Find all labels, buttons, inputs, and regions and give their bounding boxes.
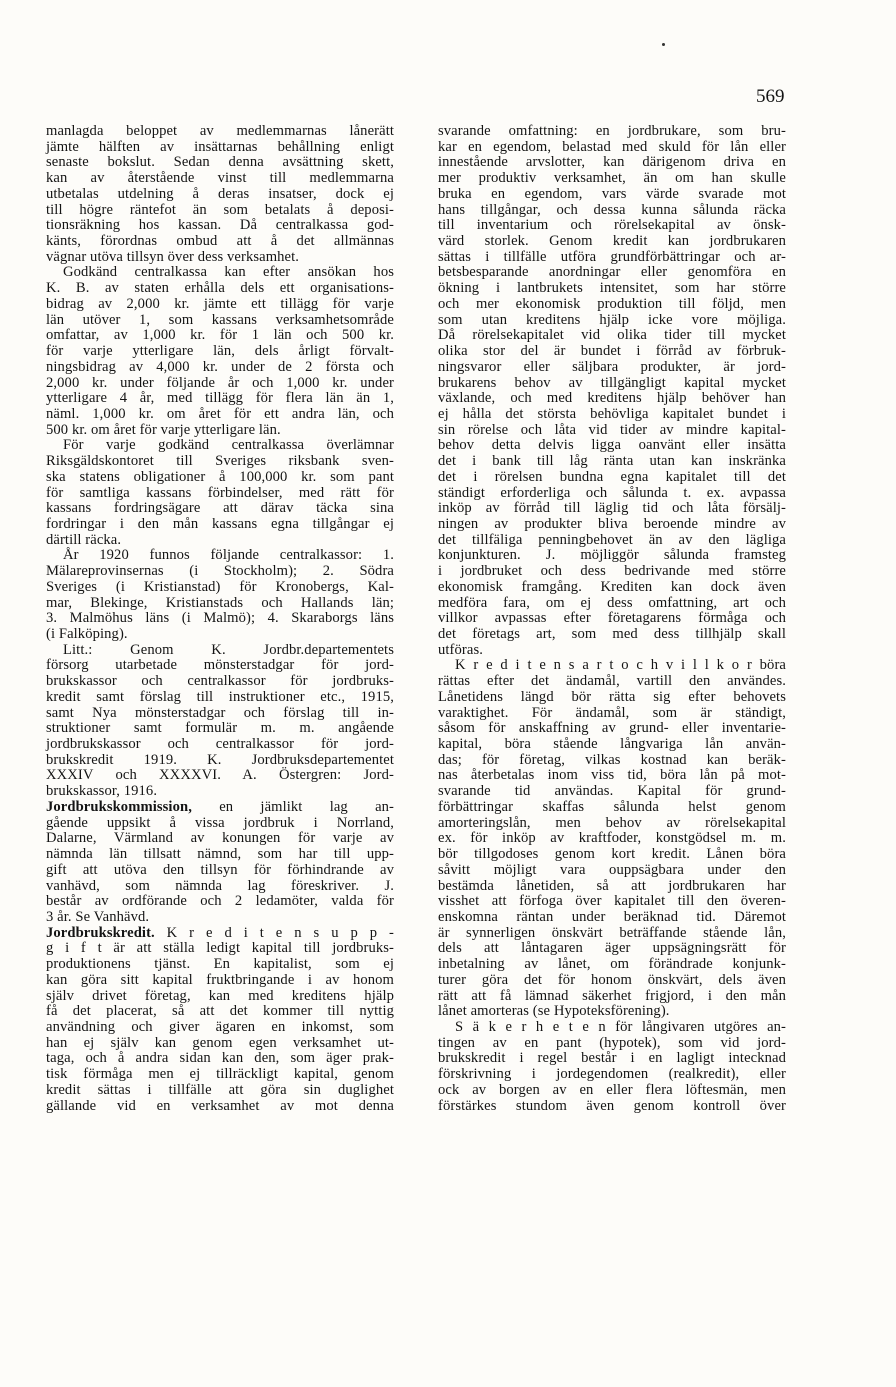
text-line: Sveriges (i Kristianstad) för Kronobergs, Kal- xyxy=(46,578,394,595)
text-line: rättas efter det ändamål, vartill den användes. xyxy=(438,673,786,690)
text-line: ökning i lantbrukets intensitet, som har större xyxy=(438,280,786,297)
text-line: utföras. xyxy=(438,641,483,658)
text-line: taga, och å andra sidan kan den, som äger prak- xyxy=(46,1050,394,1067)
text-line: lånet amorteras (se Hypoteksförening). xyxy=(438,1003,670,1020)
text-line: värd storlek. Genom kredit kan jordbrukaren xyxy=(438,233,786,250)
text-line: 3 år. Se Vanhävd. xyxy=(46,908,150,925)
text-line: behov detta delvis ligga oanvänt eller insätta xyxy=(438,437,786,454)
text-line: hans tillgångar, och dessa kunna sålunda räcka xyxy=(438,201,786,218)
text-line: gällande vid en verksamhet av mot denna xyxy=(46,1097,394,1114)
text-line: Litt.: Genom K. Jordbr.departementets xyxy=(63,641,394,658)
text-line: struktioner samt formulär m. m. angående xyxy=(46,720,394,737)
text-line: växlande, och med kreditens hjälp behöver han xyxy=(438,390,786,407)
text-line: kredit sättas i tillfälle att göra sin duglighet xyxy=(46,1081,394,1098)
text-line: varaktighet. För ändamål, som är ständigt, xyxy=(438,704,786,721)
text-line: ningsbidrag av 4,000 kr. under de 2 första och xyxy=(46,358,394,375)
text-line: inköp av förråd till läglig tid och låta försälj- xyxy=(438,500,786,517)
text-line: produktionens tjänst. En kapitalist, som ej xyxy=(46,956,394,973)
text-line: Jordbrukskredit. K r e d i t e n s u p p - xyxy=(46,924,394,941)
text-line: Dalarne, Värmland av konungen för varje av xyxy=(46,830,394,847)
text-line: amorteringslån, men behov av rörelsekapital xyxy=(438,814,786,831)
text-line: dels att låntagaren äger uppsägningsrätt för xyxy=(438,940,786,957)
text-line: fordringar i den mån kassans egna tillgångar ej xyxy=(46,515,394,532)
text-line: ständigt erforderliga och sålunda t. ex. avpassa xyxy=(438,484,786,501)
text-line: utbetalas utdelning å deras insatser, dock ej xyxy=(46,185,394,202)
text-line: För varje godkänd centralkassa överlämnar xyxy=(63,437,394,454)
text-line: nas återbetalas inom viss tid, böra lån på mot- xyxy=(438,767,786,784)
text-line: Godkänd centralkassa kan efter ansökan hos xyxy=(63,264,394,281)
text-line: för samtliga kassans förbindelser, med rätt för xyxy=(46,484,394,501)
text-line: (i Falköping). xyxy=(46,626,128,642)
text-line: enskomna räntan under beräknad tid. Däremot xyxy=(438,908,786,925)
text-line: rätt att få lämnad säkerhet frigjord, i den mån xyxy=(438,987,786,1004)
text-line: brukskredit 1919. K. Jordbruksdepartementet xyxy=(46,751,394,768)
text-line: das; för företag, vilkas kostnad kan beräk- xyxy=(438,751,786,768)
text-line: och mer ekonomisk produktion till följd, men xyxy=(438,295,786,312)
print-speck xyxy=(662,43,665,46)
text-line: ock av borgen av en eller flera löftesmän, men xyxy=(438,1081,786,1098)
text-line: bestämda lånetiden, så att jordbrukaren har xyxy=(438,877,786,894)
text-line: Riksgäldskontoret till Sveriges riksbank sven- xyxy=(46,453,394,470)
text-line: K. B. av staten erhålla dels ett organisations- xyxy=(46,280,394,297)
text-line: försorg utarbetade mönsterstadgar för jord- xyxy=(46,657,394,674)
text-line: förbättringar skaffas sålunda helst genom xyxy=(438,798,786,815)
text-line: bidrag av 2,000 kr. jämte ett tillägg för varje xyxy=(46,295,394,312)
text-line: tingen av en pant (hypotek), som vid jord- xyxy=(438,1034,786,1051)
text-line: mer produktiv verksamhet, än om han skulle xyxy=(438,170,786,187)
text-line: kan av återstående vinst till medlemmarna xyxy=(46,170,394,187)
text-line: År 1920 funnos följande centralkassor: 1. xyxy=(63,547,394,564)
text-line: konjunkturen. J. möjliggör sålunda framsteg xyxy=(438,547,786,564)
text-line: förstärkes stundom även genom kontroll över xyxy=(438,1097,786,1114)
text-line: näml. 1,000 kr. om året för ett andra län, och xyxy=(46,405,394,422)
text-line: därtill räcka. xyxy=(46,531,122,548)
text-line: sättas i tillfälle utföra grundförbättringar och ar- xyxy=(438,248,786,265)
text-line: senaste bokslut. Sedan denna avsättning skett, xyxy=(46,154,394,171)
text-line: 500 kr. om året för varje ytterligare län. xyxy=(46,421,281,438)
text-line: XXXIV och XXXXVI. A. Östergren: Jord- xyxy=(46,767,394,784)
text-line: det företags art, som med dess tillhjälp skall xyxy=(438,626,786,642)
text-line: bör tillgodoses genom kort kredit. Lånen böra xyxy=(438,846,786,863)
text-line: tionsräkning hos kassan. Då centralkassa god- xyxy=(46,217,394,234)
text-line: han ej själv kan genom egen verksamhet ut- xyxy=(46,1034,394,1051)
text-line: Då rörelsekapitalet vid olika tider till mycket xyxy=(438,327,786,344)
text-line: olika stor del är bundet i förråd av förbruk- xyxy=(438,343,786,360)
entry-headword: Jordbrukskommission, xyxy=(46,798,192,815)
text-line: kapital, böra stående långvariga lån använ- xyxy=(438,736,786,753)
text-line: sin rörelse och låta vid tider av mindre kapital- xyxy=(438,421,786,438)
text-line: medföra fara, om ej dess omfattning, art och xyxy=(438,594,786,611)
text-line: består av ordförande och 2 ledamöter, valda för xyxy=(46,893,394,910)
right-column xyxy=(438,124,786,1114)
text-line: turer göra det för honom önskvärt, dels även xyxy=(438,971,786,988)
text-line: kan göra sitt kapital fruktbringande i av honom xyxy=(46,971,394,988)
text-line: samt Nya mönsterstadgar och förslag till in- xyxy=(46,704,394,721)
entry-headword: Jordbrukskredit. xyxy=(46,924,155,941)
text-line: det i rörelsen bundna egna kapitalet till det xyxy=(438,468,786,485)
text-line: känts, förordnas ombud att å det allmännas xyxy=(46,233,394,250)
text-line: visshet att förfoga över kapitalet till den överen- xyxy=(438,893,786,910)
text-line: K r e d i t e n s a r t o c h v i l l k o r böra xyxy=(455,657,786,674)
text-line: det i bank till låg ränta utan kan inskränka xyxy=(438,453,786,470)
text-line: få det placerat, så att det kommer till nyttig xyxy=(46,1003,394,1020)
text-line: brukskassor, 1916. xyxy=(46,783,158,800)
page-number: 569 xyxy=(756,86,785,107)
text-line: såsom för anskaffning av grund- eller inventarie- xyxy=(438,720,786,737)
text-line: kar en egendom, belastad med skuld för lån eller xyxy=(438,138,786,155)
text-line: mar, Blekinge, Kristianstads och Hallands län; xyxy=(46,594,394,611)
text-line: ningen av produkter bliva beroende mindre av xyxy=(438,515,786,532)
text-line: till inventarium och rörelsekapital av önsk- xyxy=(438,217,786,234)
text-line: bruka en egendom, vars värde svarade mot xyxy=(438,185,786,202)
text-line: brukarens behov av tillgängligt kapital mycket xyxy=(438,374,786,391)
text-line: vanhävd, som nämnda lag föreskriver. J. xyxy=(46,877,394,894)
text-line: jordbrukskassor och centralkassor för jord- xyxy=(46,736,394,753)
text-line: ningsvaror eller säljbara produkter, är jord- xyxy=(438,358,786,375)
text-line: svarande omfattning: en jordbrukare, som bru- xyxy=(438,123,786,139)
text-line: svarande tid användas. Kapital för grund- xyxy=(438,783,786,800)
text-line: ekonomisk framgång. Krediten kan dock även xyxy=(438,578,786,595)
text-line: vägnar utöva tillsyn över dess verksamhet. xyxy=(46,248,300,265)
text-line: såvitt möjligt vara ouppsägbara under den xyxy=(438,861,786,878)
text-line: för varje ytterligare län, dels årligt förvalt- xyxy=(46,343,394,360)
text-line: själv drivet företag, kan med kreditens hjälp xyxy=(46,987,394,1004)
text-line: Jordbrukskommission, en jämlikt lag an- xyxy=(46,798,394,815)
text-line: 2,000 kr. under följande år och 1,000 kr. under xyxy=(46,374,394,391)
text-line: villkor avpassas efter företagarens förmåga och xyxy=(438,610,786,627)
left-column xyxy=(46,124,394,1114)
text-line: till högre räntefot än som betalats å deposi- xyxy=(46,201,394,218)
text-line: brukskredit i regel består i en lagligt intecknad xyxy=(438,1050,786,1067)
text-line: ex. för inköp av kraftfoder, konstgödsel m. m. xyxy=(438,830,786,847)
text-line: kredit samt förslag till instruktioner etc., 1915, xyxy=(46,688,394,705)
text-line: ska statens obligationer å 100,000 kr. som pant xyxy=(46,468,394,485)
text-line: innestående arvslotter, kan därigenom driva en xyxy=(438,154,786,171)
text-line: ytterligare 4 år, med tillägg för flera län än 1, xyxy=(46,390,394,407)
text-line: gift att utöva den tillsyn för förhindrande av xyxy=(46,861,394,878)
text-line: betsbesparande anordningar eller genomföra en xyxy=(438,264,786,281)
text-line: 3. Malmöhus läns (i Malmö); 4. Skaraborgs läns xyxy=(46,610,394,627)
text-line: Lånetidens längd bör rätta sig efter behovets xyxy=(438,688,786,705)
text-line: det tillfäliga penningbehovet än av den lägliga xyxy=(438,531,786,548)
text-line: inbetalning av lånet, om förändrade konjunk- xyxy=(438,956,786,973)
text-line: jämte hälften av insättarnas behållning enligt xyxy=(46,138,394,155)
text-line: nämnda län tillsatt nämnd, som har till upp- xyxy=(46,846,394,863)
text-line: är synnerligen önskvärt beträffande stående lån, xyxy=(438,924,786,941)
text-line: län utöver 1, som kassans verksamhetsområde xyxy=(46,311,394,328)
text-line: kassans fordringsägare att därav täcka sina xyxy=(46,500,394,517)
text-line: Mälareprovinsernas (i Stockholm); 2. Södra xyxy=(46,563,394,580)
text-line: användning och giver ägaren en inkomst, som xyxy=(46,1018,394,1035)
text-line: ej hålla det största behövliga kapitalet bundet i xyxy=(438,405,786,422)
text-line: som utan kreditens hjälp icke vore möjliga. xyxy=(438,311,786,328)
text-line: i jordbruket och dess bedrivande med större xyxy=(438,563,786,580)
text-line: förskrivning i jordegendomen (realkredit), eller xyxy=(438,1066,786,1083)
text-line: tisk förmåga men ej tillräckligt kapital, genom xyxy=(46,1066,394,1083)
text-line: omfattar, av 1,000 kr. för 1 län och 500 kr. xyxy=(46,327,394,344)
text-line: manlagda beloppet av medlemmarnas lånerätt xyxy=(46,123,394,139)
text-line: brukskassor och centralkassor för jordbruks- xyxy=(46,673,394,690)
text-line: g i f t är att ställa ledigt kapital till jordbruks- xyxy=(46,940,394,957)
text-line: gående uppsikt å vissa jordbruk i Norrland, xyxy=(46,814,394,831)
text-line: S ä k e r h e t e n för långivaren utgöres an- xyxy=(455,1018,786,1035)
